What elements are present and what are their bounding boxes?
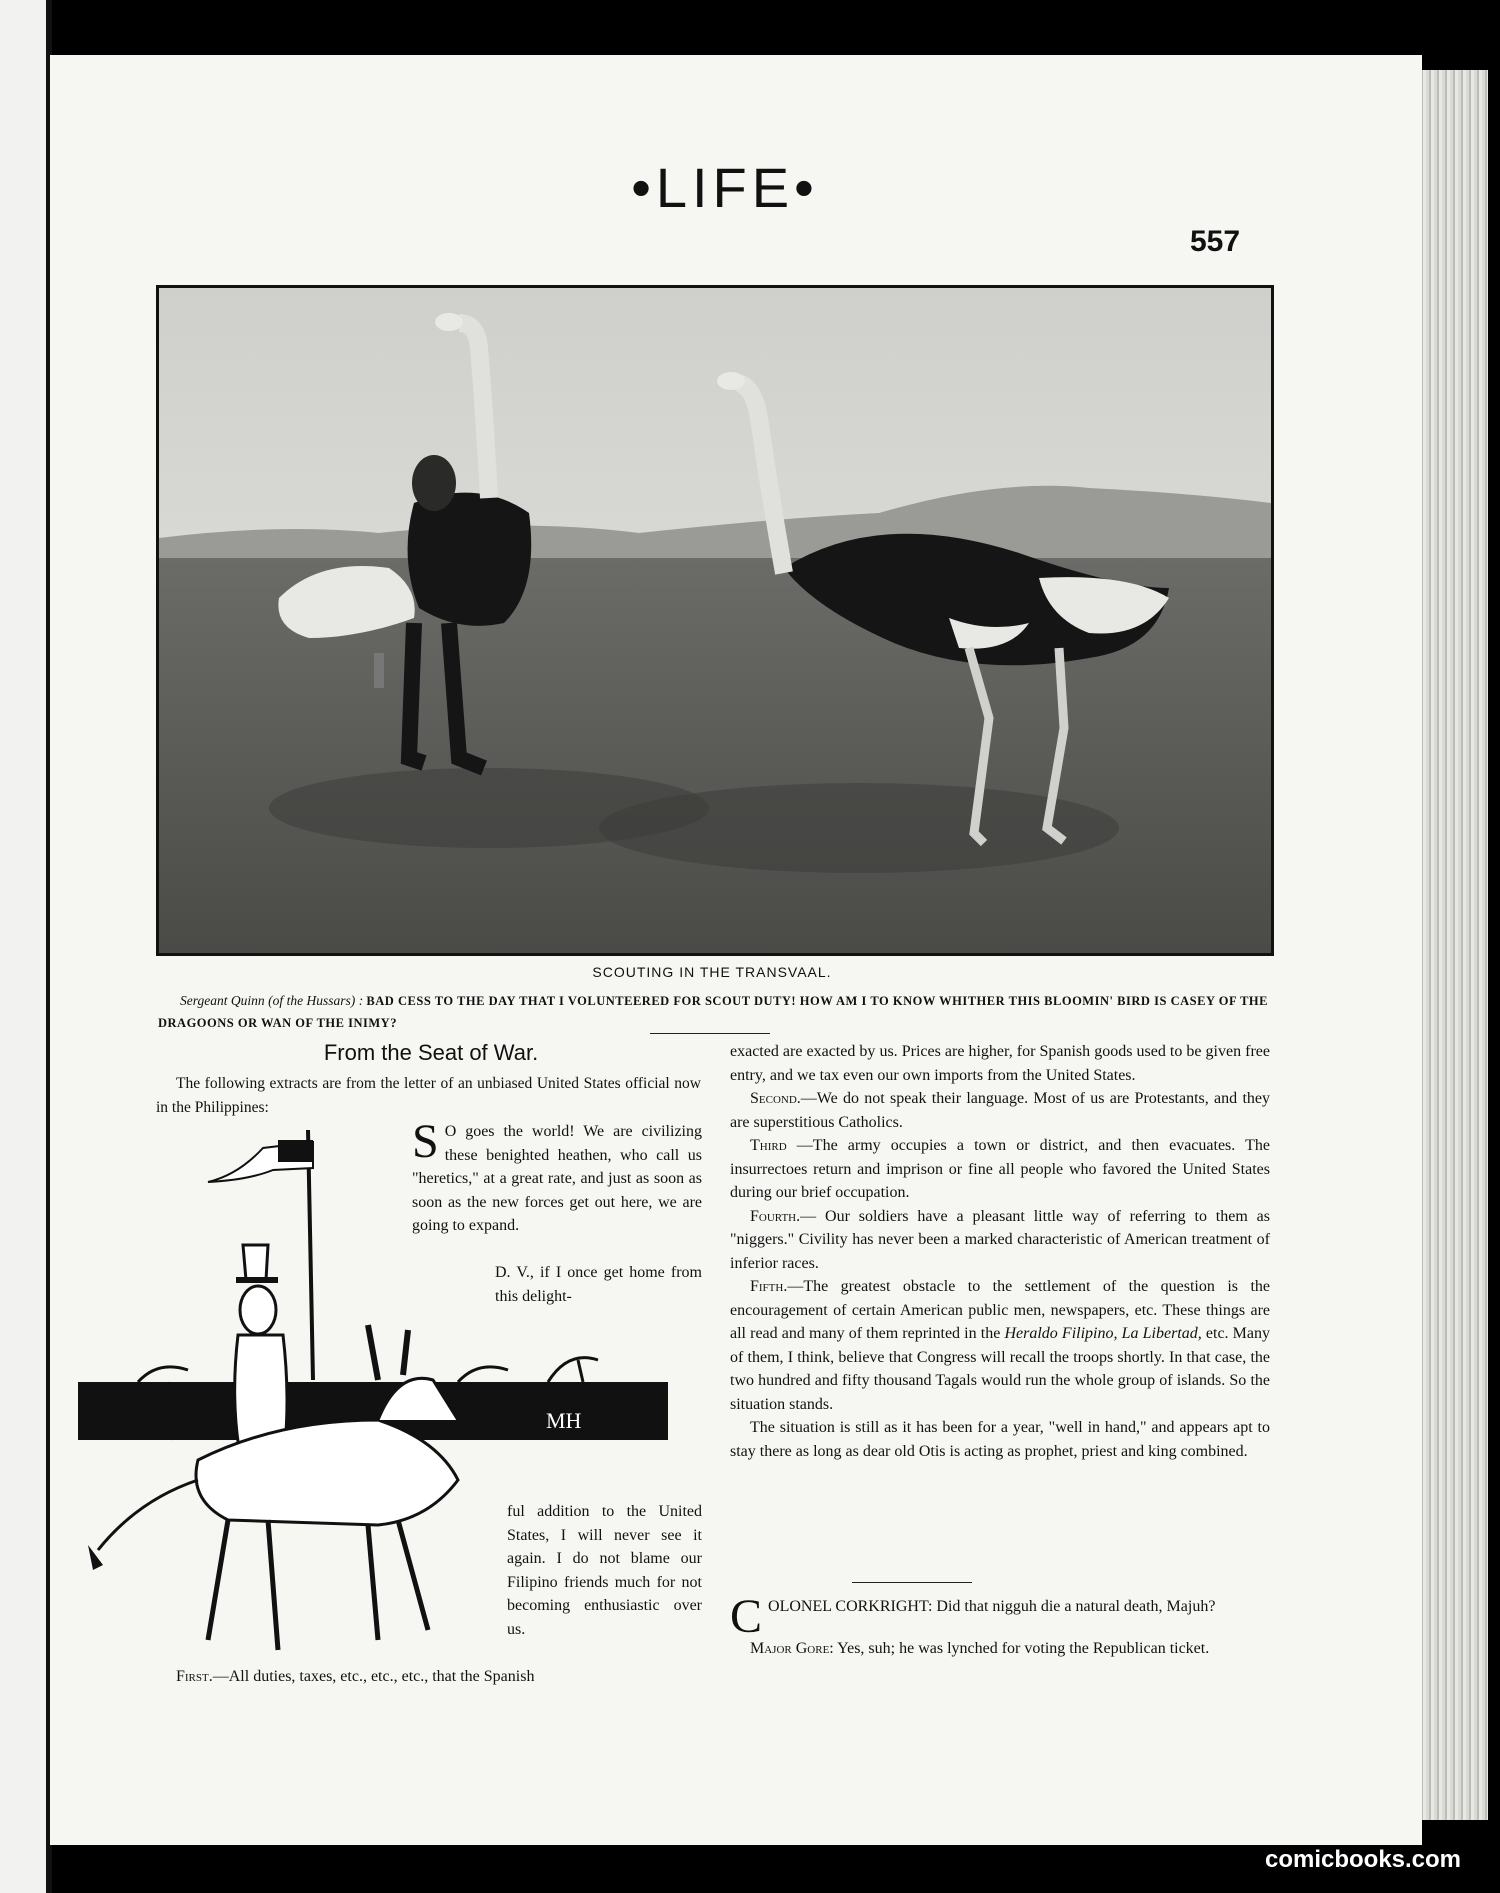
page-stack-edge — [1418, 70, 1488, 1820]
caption-speaker: Sergeant Quinn (of the Hussars) : — [180, 993, 364, 1008]
article-paragraph-1 — [412, 1115, 702, 1238]
left-page-edge — [0, 0, 52, 1893]
first-label: First. — [176, 1668, 213, 1685]
divider-rule-2 — [852, 1582, 972, 1583]
fifth-text-b: etc. Many of them, I think, believe that Congress will recall the troops shortly. In that case, the two hundred and fifty thousand Tagals would run the whole group of islands. So the situation stands. — [730, 1325, 1271, 1413]
magazine-title: •LIFE• — [631, 156, 819, 219]
cartoon-signature: MH — [546, 1408, 582, 1433]
first-continuation: exacted are exacted by us. Prices are higher, for Spanish goods used to be given free entry, and we tax even our own imports from the United States. — [730, 1043, 1270, 1084]
page-number: 557 — [1190, 225, 1241, 258]
fifth-text-a: —The greatest obstacle to the settlement of the question is the encouragement of certain American public men, newspapers, etc. These things are all read and many of them reprinted in the — [730, 1278, 1270, 1342]
second-label: Second. — [750, 1090, 801, 1107]
article-point-fourth — [730, 1205, 1270, 1276]
article-point-second — [730, 1087, 1270, 1134]
article-closing: The situation is still as it has been for a year, "well in hand," and appears apt to stay there as long as dear old Otis is acting as prophet, priest and king combined. — [730, 1419, 1270, 1460]
fifth-label: Fifth. — [750, 1278, 788, 1295]
fourth-text: — Our soldiers have a pleasant little way of referring to them as "niggers." Civility has never been a marked characteristic of American treatment of inferior races. — [730, 1207, 1270, 1272]
fourth-label: Fourth. — [750, 1207, 801, 1225]
divider-rule — [650, 1033, 770, 1034]
third-label: Third — [750, 1137, 787, 1154]
article-title: From the Seat of War. — [323, 1040, 539, 1065]
fifth-newspapers: Heraldo Filipino, La Libertad, — [1004, 1325, 1202, 1342]
second-text: —We do not speak their language. Most of us are Protestants, and they are superstitious Catholics. — [730, 1090, 1270, 1131]
article-intro: The following extracts are from the letter of an unbiased United States official now in the Philippines: — [156, 1075, 701, 1116]
dropcap-s: S — [412, 1115, 439, 1168]
caption-speech: BAD CESS TO THE DAY THAT I VOLUNTEERED FOR SCOUT DUTY! HOW AM I TO KNOW WHITHER THIS BLOOMIN' BIRD IS CASEY OF THE DRAGOONS OR WAN OF THE INIMY? — [158, 994, 1268, 1030]
dialogue-line-2: Yes, suh; he was lynched for voting the Republican ticket. — [833, 1640, 1210, 1657]
article-point-fifth — [730, 1275, 1270, 1416]
article-point-third — [730, 1134, 1270, 1205]
article-paragraph-1-cont: D. V., if I once get home from this delight- — [495, 1264, 702, 1305]
site-watermark: comicbooks.com — [1264, 1846, 1462, 1873]
paragraph-1-text: O goes the world! We are civilizing these benighted heathen, who call us "heretics," at a great rate, and just as soon as soon as the new forces get out here, we are going to expand. — [412, 1123, 702, 1234]
dialogue-line-1: Did that nigguh die a natural death, Majuh? — [932, 1598, 1216, 1615]
illustration-caption-title: SCOUTING IN THE TRANSVAAL. — [592, 964, 832, 980]
ostrich-illustration — [156, 285, 1274, 956]
dialogue-speaker-2: Major Gore: — [750, 1640, 834, 1657]
first-text: —All duties, taxes, etc., etc., etc., that the Spanish — [212, 1668, 535, 1685]
article-right-column — [730, 1040, 1270, 1463]
article-point-first — [156, 1665, 702, 1689]
article-paragraph-1-end: ful addition to the United States, I will never see it again. I do not blame our Filipino friends much for not becoming enthusiastic over us. — [507, 1503, 702, 1638]
illustration-caption — [158, 990, 1268, 1034]
dialogue-speaker-1: OLONEL CORKRIGHT: — [768, 1598, 933, 1615]
dropcap-c: C — [730, 1590, 763, 1643]
joke-dialogue — [730, 1590, 1270, 1661]
third-text: —The army occupies a town or district, and then evacuates. The insurrectoes return and imprison or fine all people who favored the United States during our brief occupation. — [730, 1137, 1270, 1201]
